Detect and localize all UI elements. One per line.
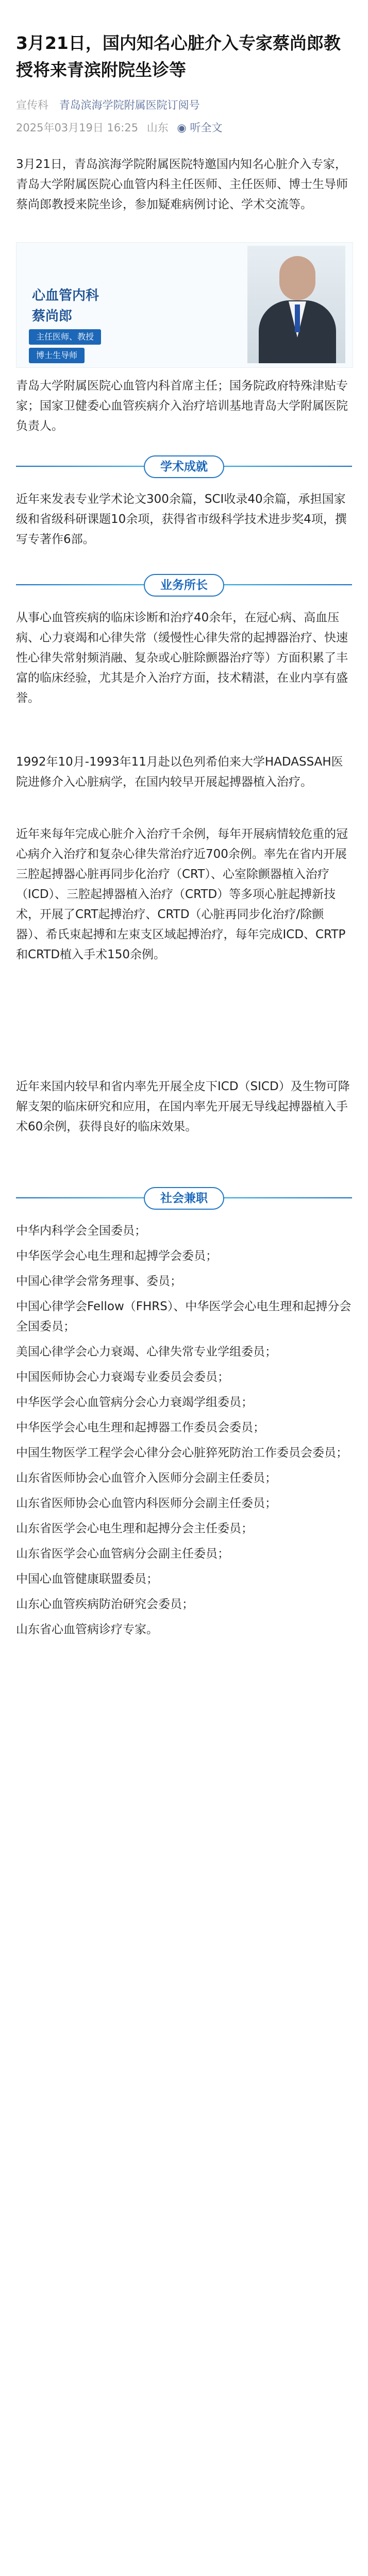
social-role-item: 中国医师协会心力衰竭专业委员会委员； <box>16 1370 229 1384</box>
account-link[interactable]: 青岛滨海学院附属医院订阅号 <box>59 99 200 111</box>
social-role-item: 中国心血管健康联盟委员； <box>16 1572 158 1586</box>
section-label: 学术成就 <box>144 455 224 478</box>
social-role-item: 中华医学会心电生理和起搏学会委员； <box>16 1249 218 1263</box>
specialty-paragraph-4: 近年来国内较早和省内率先开展全皮下ICD（SICD）及生物可降解支架的临床研究和应用，在国内率先开展无导线起搏器植入手术60余例，获得良好的临床效果。 <box>16 1080 350 1133</box>
social-role-item: 中华医学会心电生理和起搏器工作委员会委员； <box>16 1421 265 1434</box>
article-meta <box>16 97 200 112</box>
social-role-item: 中华医学会心血管病分会心力衰竭学组委员； <box>16 1396 253 1409</box>
article-datetime: 2025年03月19日 16:25 <box>16 122 139 134</box>
social-role-item: 山东省医师协会心血管介入医师分会副主任委员； <box>16 1471 277 1485</box>
section-heading-social <box>0 1185 368 1211</box>
article-title: 3月21日，国内知名心脏介入专家蔡尚郎教授将来青滨附院坐诊等 <box>16 33 341 80</box>
article-location: 山东 <box>146 122 169 134</box>
doctor-title-badge: 主任医师、教授 <box>29 329 101 345</box>
doctor-title-badge-2: 博士生导师 <box>29 348 85 363</box>
social-role-item: 山东省医师协会心血管内科医师分会副主任委员； <box>16 1497 277 1510</box>
social-role-item: 山东省心血管病诊疗专家。 <box>16 1623 158 1636</box>
doctor-photo <box>247 246 345 363</box>
article-meta-time <box>16 120 222 135</box>
bio-paragraph: 青岛大学附属医院心血管内科首席主任；国务院政府特殊津贴专家；国家卫健委心血管疾病介入治疗培训基地青岛大学附属医院负责人。 <box>16 379 348 433</box>
doctor-name: 蔡尚郎 <box>32 309 73 324</box>
intro-paragraph: 3月21日，青岛滨海学院附属医院特邀国内知名心脏介入专家，青岛大学附属医院心血管内科主任医师、主任医师、博士生导师蔡尚郎教授来院坐诊，参加疑难病例讨论、学术交流等。 <box>16 158 348 211</box>
social-role-item: 中华内科学会全国委员； <box>16 1224 146 1238</box>
section-label: 社会兼职 <box>144 1187 224 1210</box>
headphone-icon: ◉ <box>177 122 187 134</box>
social-role-item: 中国心律学会常务理事、委员； <box>16 1275 182 1288</box>
listen-button[interactable] <box>177 122 222 134</box>
listen-label: 听全文 <box>190 122 223 134</box>
specialty-paragraph-2: 1992年10月-1993年11月赴以色列希伯来大学HADASSAH医院进修介入心脏病学，在国内较早开展起搏器植入治疗。 <box>16 755 343 789</box>
doctor-card <box>16 242 353 368</box>
social-role-item: 山东省医学会心电生理和起搏分会主任委员； <box>16 1522 253 1535</box>
academic-paragraph: 近年来发表专业学术论文300余篇，SCI收录40余篇，承担国家级和省级科研课题10余项，获得省市级科学技术进步奖4项，撰写专著作6部。 <box>16 493 347 546</box>
section-label: 业务所长 <box>144 574 224 597</box>
social-role-item: 中国心律学会Fellow（FHRS）、中华医学会心电生理和起搏分会全国委员； <box>16 1300 352 1333</box>
specialty-paragraph-1: 从事心血管疾病的临床诊断和治疗40余年，在冠心病、高血压病、心力衰竭和心律失常（缓慢性心律失常的起搏器治疗、快速性心律失常射频消融、复杂或心脏除颤器治疗等）方面积累了丰富的临床经验，尤其是介入治疗方面，技术精湛，在业内享有盛誉。 <box>16 611 348 705</box>
social-role-item: 中国生物医学工程学会心律分会心脏猝死防治工作委员会委员； <box>16 1446 348 1460</box>
social-role-item: 山东省医学会心血管病分会副主任委员； <box>16 1547 229 1561</box>
section-heading-specialty <box>0 572 368 598</box>
specialty-paragraph-3: 近年来每年完成心脏介入治疗千余例，每年开展病情较危重的冠心病介入治疗和复杂心律失常治疗近700余例。率先在省内开展三腔起搏器心脏再同步化治疗（CRT）、心室除颤器植入治疗（ICD）、三腔起搏器植入治疗（CRTD）等多项心脏起搏新技术，开展了CRT起搏治疗、CRTD（心脏再同步化治疗/除颤器）、希氏束起搏和左束支区域起搏治疗，每年完成ICD、CRTP和CRTD植入手术150余例。 <box>16 827 348 961</box>
social-roles-list <box>16 1221 352 1645</box>
article-author: 宣传科 <box>16 99 48 111</box>
section-heading-academic <box>0 453 368 479</box>
social-role-item: 山东心血管疾病防治研究会委员； <box>16 1598 194 1611</box>
social-role-item: 美国心律学会心力衰竭、心律失常专业学组委员； <box>16 1345 277 1359</box>
doctor-dept: 心血管内科 <box>32 288 99 303</box>
